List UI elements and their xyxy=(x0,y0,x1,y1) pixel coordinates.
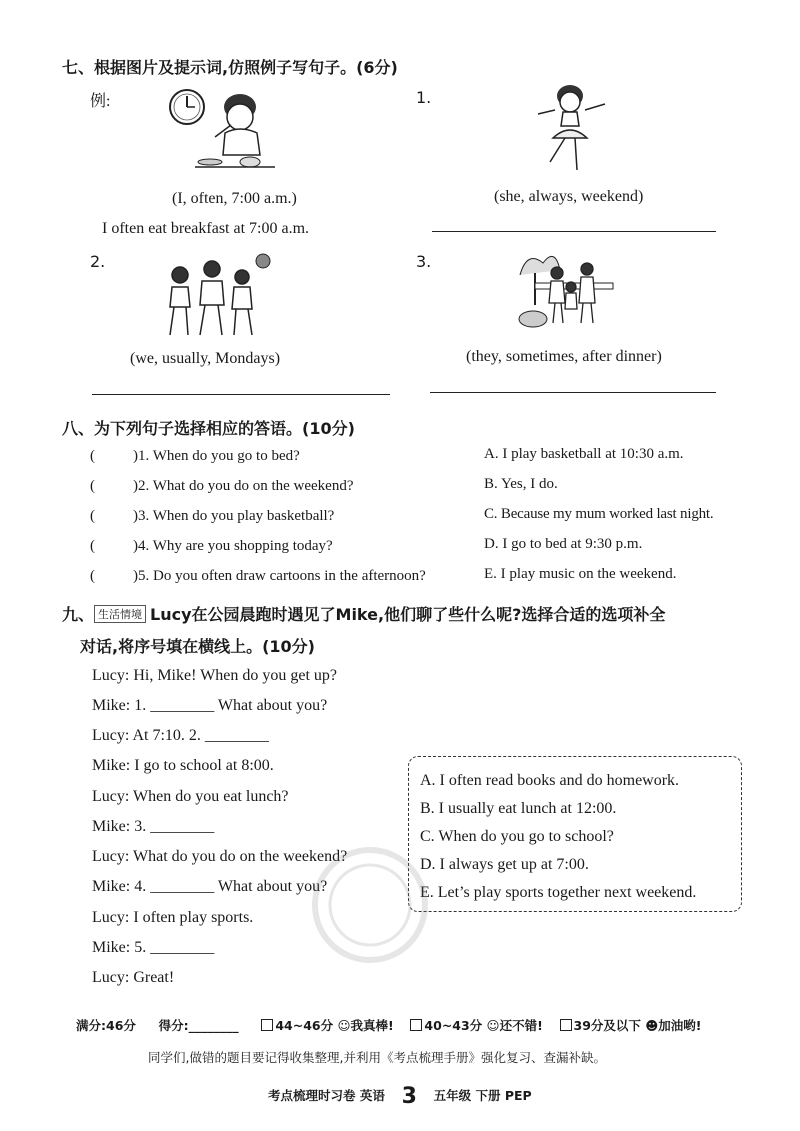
rating-checkbox[interactable] xyxy=(410,1019,422,1031)
q7-1-answer-line[interactable] xyxy=(432,231,716,232)
example-label: 例: xyxy=(90,93,111,110)
dialogue-line: Lucy: What do you do on the weekend? xyxy=(92,848,348,865)
answer-paren-open[interactable]: ( xyxy=(90,478,95,494)
book-title: 考点梳理时习卷 英语 xyxy=(268,1088,385,1103)
q7-1-number: 1. xyxy=(416,88,432,107)
question-row: ( )1. When do you go to bed? xyxy=(90,448,300,464)
smile-icon: ☺ xyxy=(337,1018,351,1033)
rating-checkbox[interactable] xyxy=(560,1019,572,1031)
q7-3-number: 3. xyxy=(416,252,432,271)
grade-label: 五年级 下册 PEP xyxy=(433,1088,532,1103)
dialogue-line[interactable]: Mike: 3. ________ xyxy=(92,818,215,835)
dialogue-option: A. I often read books and do homework. xyxy=(420,772,680,789)
cheer-icon: ☻ xyxy=(645,1018,659,1033)
footer-note: 同学们,做错的题目要记得收集整理,并利用《考点梳理手册》强化复习、查漏补缺。 xyxy=(148,1050,606,1065)
answer-paren-open[interactable]: ( xyxy=(90,538,95,554)
dialogue-line[interactable]: Mike: 4. ________ What about you? xyxy=(92,878,328,895)
dialogue-line[interactable]: Mike: 1. ________ What about you? xyxy=(92,697,328,714)
q7-3-hint: (they, sometimes, after dinner) xyxy=(466,348,662,365)
rating-checkbox[interactable] xyxy=(261,1019,273,1031)
dialogue-line[interactable]: Lucy: At 7:10. 2. ________ xyxy=(92,727,269,744)
boy-eating-breakfast-picture xyxy=(165,85,280,175)
dialogue-option: E. Let’s play sports together next weekend. xyxy=(420,884,697,901)
answer-option: E. I play music on the weekend. xyxy=(484,566,677,582)
children-exercising-picture xyxy=(160,247,275,339)
example-answer: I often eat breakfast at 7:00 a.m. xyxy=(102,220,310,237)
question-text: 4. Why are you shopping today? xyxy=(138,538,333,554)
question-text: 5. Do you often draw cartoons in the afternoon? xyxy=(138,568,426,584)
dialogue-line: Lucy: When do you eat lunch? xyxy=(92,788,289,805)
girl-dancing-picture xyxy=(535,82,610,177)
answer-paren-open[interactable]: ( xyxy=(90,448,95,464)
question-row: ( )4. Why are you shopping today? xyxy=(90,538,333,554)
dialogue-line: Lucy: Hi, Mike! When do you get up? xyxy=(92,667,337,684)
section9-heading: 九、 生活情境 Lucy在公园晨跑时遇见了Mike,他们聊了些什么呢?选择合适的选项补全 xyxy=(62,605,666,624)
q7-3-answer-line[interactable] xyxy=(430,392,716,393)
dialogue-line: Mike: I go to school at 8:00. xyxy=(92,757,274,774)
dialogue-option: C. When do you go to school? xyxy=(420,828,614,845)
dialogue-line[interactable]: Mike: 5. ________ xyxy=(92,939,215,956)
example-hint: (I, often, 7:00 a.m.) xyxy=(172,190,297,207)
question-row: ( )5. Do you often draw cartoons in the afternoon? xyxy=(90,568,426,584)
answer-option: B. Yes, I do. xyxy=(484,476,558,492)
section7-heading: 七、根据图片及提示词,仿照例子写句子。(6分) xyxy=(62,58,398,77)
dialogue-option: B. I usually eat lunch at 12:00. xyxy=(420,800,617,817)
question-text: 1. When do you go to bed? xyxy=(138,448,300,464)
question-row: ( )3. When do you play basketball? xyxy=(90,508,335,524)
q7-2-hint: (we, usually, Mondays) xyxy=(130,350,281,367)
question-text: 3. When do you play basketball? xyxy=(138,508,335,524)
section9-heading-line2: 对话,将序号填在横线上。(10分) xyxy=(80,637,315,656)
smile-icon: ☺ xyxy=(486,1018,500,1033)
watermark-stamp xyxy=(300,840,440,970)
q7-2-number: 2. xyxy=(90,252,106,271)
dialogue-line: Lucy: I often play sports. xyxy=(92,909,254,926)
score-blank[interactable]: ________ xyxy=(188,1018,239,1033)
score-bar: 满分:46分 得分:________ 44~46分 ☺我真棒! 40~43分 ☺还不错! 39分及以下 ☻加油哟! xyxy=(76,1018,702,1033)
full-score: 满分:46分 xyxy=(76,1018,136,1033)
answer-paren-open[interactable]: ( xyxy=(90,508,95,524)
context-tag: 生活情境 xyxy=(94,605,146,623)
section8-heading: 八、为下列句子选择相应的答语。(10分) xyxy=(62,419,355,438)
q7-1-hint: (she, always, weekend) xyxy=(494,188,644,205)
dialogue-option: D. I always get up at 7:00. xyxy=(420,856,589,873)
q7-2-answer-line[interactable] xyxy=(92,394,390,395)
score-label: 得分: xyxy=(158,1018,189,1033)
family-walking-picture xyxy=(515,245,615,333)
question-text: 2. What do you do on the weekend? xyxy=(138,478,354,494)
answer-option: C. Because my mum worked last night. xyxy=(484,506,714,522)
question-row: ( )2. What do you do on the weekend? xyxy=(90,478,354,494)
page-number: 3 xyxy=(401,1084,417,1109)
dialogue-line: Lucy: Great! xyxy=(92,969,175,986)
answer-option: A. I play basketball at 10:30 a.m. xyxy=(484,446,684,462)
answer-option: D. I go to bed at 9:30 p.m. xyxy=(484,536,643,552)
answer-paren-open[interactable]: ( xyxy=(90,568,95,584)
page-footer xyxy=(268,1084,532,1109)
